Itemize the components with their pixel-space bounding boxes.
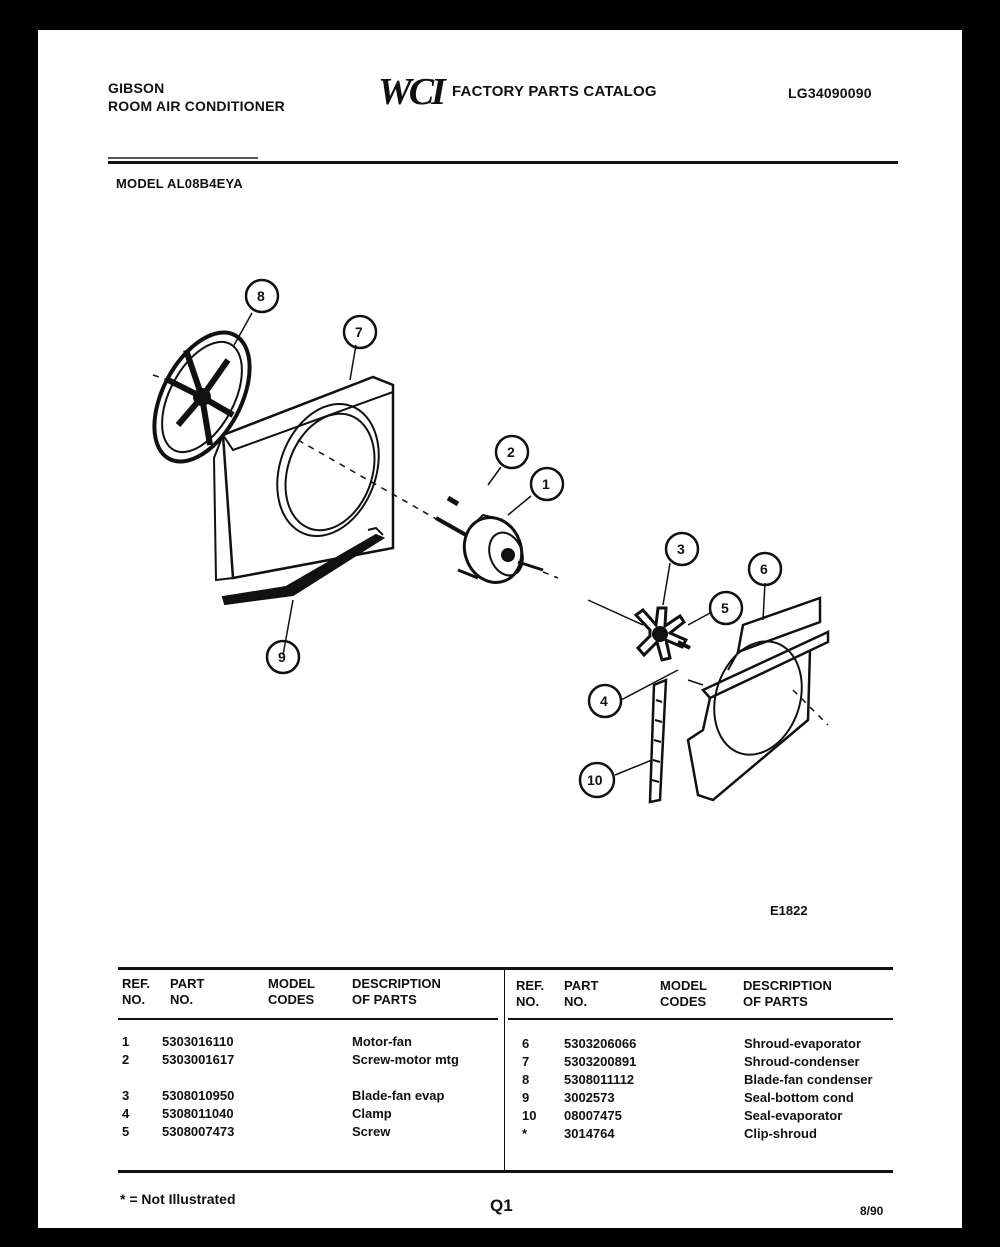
cell-desc: Blade-fan condenser — [744, 1072, 873, 1087]
parts-table-left — [122, 1034, 492, 1142]
cell-desc: Screw-motor mtg — [352, 1052, 459, 1067]
callout-3: 3 — [677, 541, 685, 557]
col-header-model: MODEL CODES — [268, 976, 315, 1007]
page-number: Q1 — [490, 1196, 513, 1215]
callout-7: 7 — [355, 324, 363, 340]
table-row — [522, 1072, 894, 1090]
table-row — [122, 1106, 492, 1124]
cell-ref: 3 — [122, 1088, 130, 1103]
cell-desc: Screw — [352, 1124, 391, 1139]
model-number: MODEL AL08B4EYA — [116, 176, 243, 191]
wci-logo: WCI — [378, 71, 443, 113]
cell-desc — [352, 1070, 492, 1088]
cell-part: 5308010950 — [162, 1088, 235, 1103]
table-top-rule — [118, 967, 893, 970]
header-underline-left — [118, 1018, 498, 1020]
header-underline-right — [508, 1018, 893, 1020]
catalog-page — [38, 30, 962, 1228]
callout-6: 6 — [760, 561, 768, 577]
catalog-number: LG34090090 — [788, 85, 872, 101]
cell-ref: 6 — [522, 1036, 530, 1051]
cell-desc: Seal-bottom cond — [744, 1090, 854, 1105]
cell-ref — [122, 1070, 162, 1088]
cell-desc: Clamp — [352, 1106, 392, 1121]
cell-ref: 4 — [122, 1106, 130, 1121]
brand-name: GIBSON — [108, 80, 165, 96]
table-row — [122, 1124, 492, 1142]
callout-8: 8 — [257, 288, 265, 304]
fan-motor — [436, 498, 543, 591]
table-bottom-rule — [118, 1170, 893, 1173]
cell-ref: 5 — [122, 1124, 130, 1139]
figure-code: E1822 — [770, 903, 808, 918]
cell-desc: Clip-shroud — [744, 1126, 817, 1141]
cell-part: 5303016110 — [162, 1034, 234, 1049]
callout-10: 10 — [587, 772, 603, 788]
callout-5: 5 — [721, 600, 729, 616]
evaporator-seal — [650, 680, 666, 802]
cell-part: 5308007473 — [162, 1124, 235, 1139]
cell-ref: 2 — [122, 1052, 130, 1067]
cell-desc: Blade-fan evap — [352, 1088, 445, 1103]
cell-part: 08007475 — [564, 1108, 622, 1123]
table-row — [122, 1052, 492, 1070]
cell-ref: 9 — [522, 1090, 530, 1105]
catalog-title: FACTORY PARTS CATALOG — [452, 83, 657, 100]
cell-ref: 1 — [122, 1034, 130, 1049]
callout-1: 1 — [542, 476, 550, 492]
table-row — [122, 1034, 492, 1052]
cell-desc: Motor-fan — [352, 1034, 412, 1049]
col-header-part-right: PART NO. — [564, 978, 599, 1009]
evaporator-fan-blade — [588, 600, 690, 660]
cell-desc: Shroud-evaporator — [744, 1036, 862, 1051]
table-row — [122, 1088, 492, 1106]
evaporator-shroud — [688, 598, 828, 800]
cell-ref: 10 — [522, 1108, 537, 1123]
cell-part: 5303001617 — [162, 1052, 235, 1067]
revision-date: 8/90 — [860, 1204, 884, 1218]
table-row — [522, 1126, 894, 1144]
footnote: * = Not Illustrated — [120, 1191, 236, 1207]
col-header-desc-right: DESCRIPTION OF PARTS — [743, 978, 832, 1009]
condenser-fan-blade — [135, 317, 270, 477]
cell-part: 5308011040 — [162, 1106, 234, 1121]
cell-desc: Shroud-condenser — [744, 1054, 860, 1069]
parts-table-right — [522, 1036, 894, 1144]
cell-desc: Seal-evaporator — [744, 1108, 843, 1123]
col-header-ref-right: REF. NO. — [516, 978, 545, 1009]
cell-ref: 7 — [522, 1054, 530, 1069]
table-row — [122, 1070, 492, 1088]
table-row — [522, 1054, 894, 1072]
table-row — [522, 1036, 894, 1054]
callout-2: 2 — [507, 444, 515, 460]
cell-part: 5303200891 — [564, 1054, 637, 1069]
col-header-desc: DESCRIPTION OF PARTS — [352, 976, 441, 1007]
table-row — [522, 1108, 894, 1126]
table-divider — [504, 970, 505, 1170]
callout-9: 9 — [278, 649, 286, 665]
cell-part: 3014764 — [564, 1126, 615, 1141]
product-name: ROOM AIR CONDITIONER — [108, 98, 285, 114]
exploded-parts-diagram — [38, 30, 962, 910]
table-row — [522, 1090, 894, 1108]
col-header-model-right: MODEL CODES — [660, 978, 707, 1009]
cell-ref: * — [522, 1126, 528, 1141]
col-header-part: PART NO. — [170, 976, 205, 1007]
cell-part: 5303206066 — [564, 1036, 637, 1051]
cell-part — [162, 1070, 352, 1088]
col-header-ref: REF. NO. — [122, 976, 151, 1007]
callout-4: 4 — [600, 693, 608, 709]
cell-ref: 8 — [522, 1072, 530, 1087]
cell-part: 5308011112 — [564, 1072, 635, 1087]
cell-part: 3002573 — [564, 1090, 615, 1105]
